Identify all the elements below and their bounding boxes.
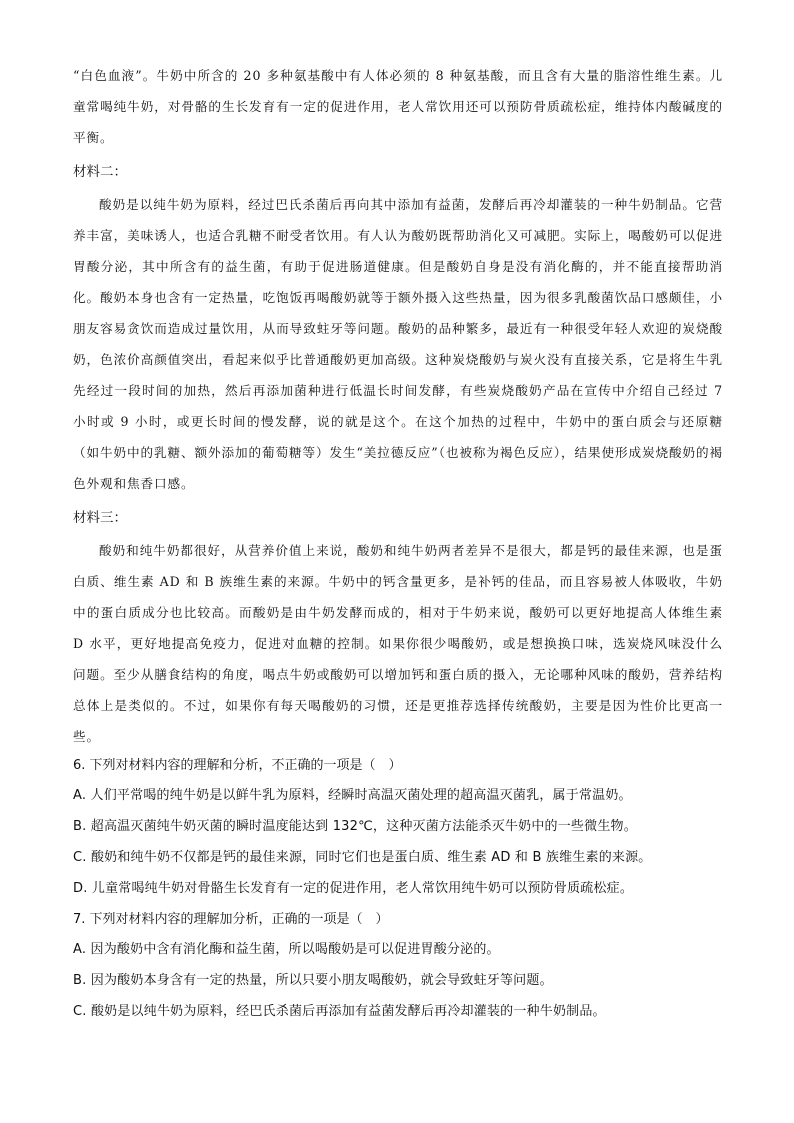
material-3-paragraph: 酸奶和纯牛奶都很好，从营养价值上来说，酸奶和纯牛奶两者差异不是很大，都是钙的最佳来源，也是蛋白质、维生素 AD 和 B 族维生素的来源。牛奶中的钙含量更多，是补钙的佳品，而且容易被人体吸收，牛奶中的蛋白质成分也比较高。而酸奶是由牛奶发酵而成的，相对于牛奶来说，酸奶可以更好地提高人体维生素 D 水平，更好地提高免疫力，促进对血糖的控制。如果你很少喝酸奶，或是想换换口味，选炭烧风味没什么问题。至少从膳食结构的角度，喝点牛奶或酸奶可以增加钙和蛋白质的摄入，无论哪种风味的酸奶，营养结构总体上是类似的。不过，如果你有每天喝酸奶的习惯，还是更推荐选择传统酸奶，主要是因为性价比更高一些。 xyxy=(73,543,723,744)
option-b: B. 超高温灭菌纯牛奶灭菌的瞬时温度能达到 132℃，这种灭菌方法能杀灭牛奶中的一些微生物。 xyxy=(73,819,637,834)
option-a: A. 因为酸奶中含有消化酶和益生菌，所以喝酸奶是可以促进胃酸分泌的。 xyxy=(73,942,500,957)
question-7 xyxy=(73,910,723,1022)
document-page xyxy=(73,60,723,1033)
option-a: A. 人们平常喝的纯牛奶是以鲜牛乳为原料，经瞬时高温灭菌处理的超高温灭菌乳，属于常温奶。 xyxy=(73,788,632,803)
question-stem: 6. 下列对材料内容的理解和分析，不正确的一项是（ ） xyxy=(73,758,402,773)
intro-paragraph: “白色血液”。牛奶中所含的 20 多种氨基酸中有人体必须的 8 种氨基酸，而且含有大量的脂溶性维生素。儿童常喝纯牛奶，对骨骼的生长发育有一定的促进作用，老人常饮用还可以预防骨质疏松症，维持体内酸碱度的平衡。 xyxy=(73,68,723,145)
material-2-heading: 材料二： xyxy=(73,164,127,180)
question-6 xyxy=(73,756,723,899)
option-c: C. 酸奶是以纯牛奶为原料，经巴氏杀菌后再添加有益菌发酵后再冷却灌装的一种牛奶制品。 xyxy=(73,1004,606,1019)
question-stem: 7. 下列对材料内容的理解加分析，正确的一项是（ ） xyxy=(73,912,389,927)
option-b: B. 因为酸奶本身含有一定的热量，所以只要小朋友喝酸奶，就会导致蛀牙等问题。 xyxy=(73,973,553,988)
option-d: D. 儿童常喝纯牛奶对骨骼生长发育有一定的促进作用，老人常饮用纯牛奶可以预防骨质疏松症。 xyxy=(73,881,634,896)
option-c: C. 酸奶和纯牛奶不仅都是钙的最佳来源，同时它们也是蛋白质、维生素 AD 和 B 族维生素的来源。 xyxy=(73,850,652,865)
material-3-heading: 材料三： xyxy=(73,510,127,526)
material-2-paragraph: 酸奶是以纯牛奶为原料，经过巴氏杀菌后再向其中添加有益菌，发酵后再冷却灌装的一种牛奶制品。它营养丰富，美味诱人，也适合乳糖不耐受者饮用。有人认为酸奶既帮助消化又可减肥。实际上，喝酸奶可以促进胃酸分泌，其中所含有的益生菌，有助于促进肠道健康。但是酸奶自身是没有消化酶的，并不能直接帮助消化。酸奶本身也含有一定热量，吃饱饭再喝酸奶就等于额外摄入这些热量，因为很多乳酸菌饮品口感颇佳，小朋友容易贪饮而造成过量饮用，从而导致蛀牙等问题。酸奶的品种繁多，最近有一种很受年轻人欢迎的炭烧酸奶，色浓价高颜值突出，看起来似乎比普通酸奶更加高级。这种炭烧酸奶与炭火没有直接关系，它是将生牛乳先经过一段时间的加热，然后再添加菌种进行低温长时间发酵，有些炭烧酸奶产品在宣传中介绍自己经过 7 小时或 9 小时，或更长时间的慢发酵，说的就是这个。在这个加热的过程中，牛奶中的蛋白质会与还原糖（如牛奶中的乳糖、额外添加的葡萄糖等）发生“美拉德反应”（也被称为褐色反应），结果使形成炭烧酸奶的褐色外观和焦香口感。 xyxy=(73,197,723,491)
